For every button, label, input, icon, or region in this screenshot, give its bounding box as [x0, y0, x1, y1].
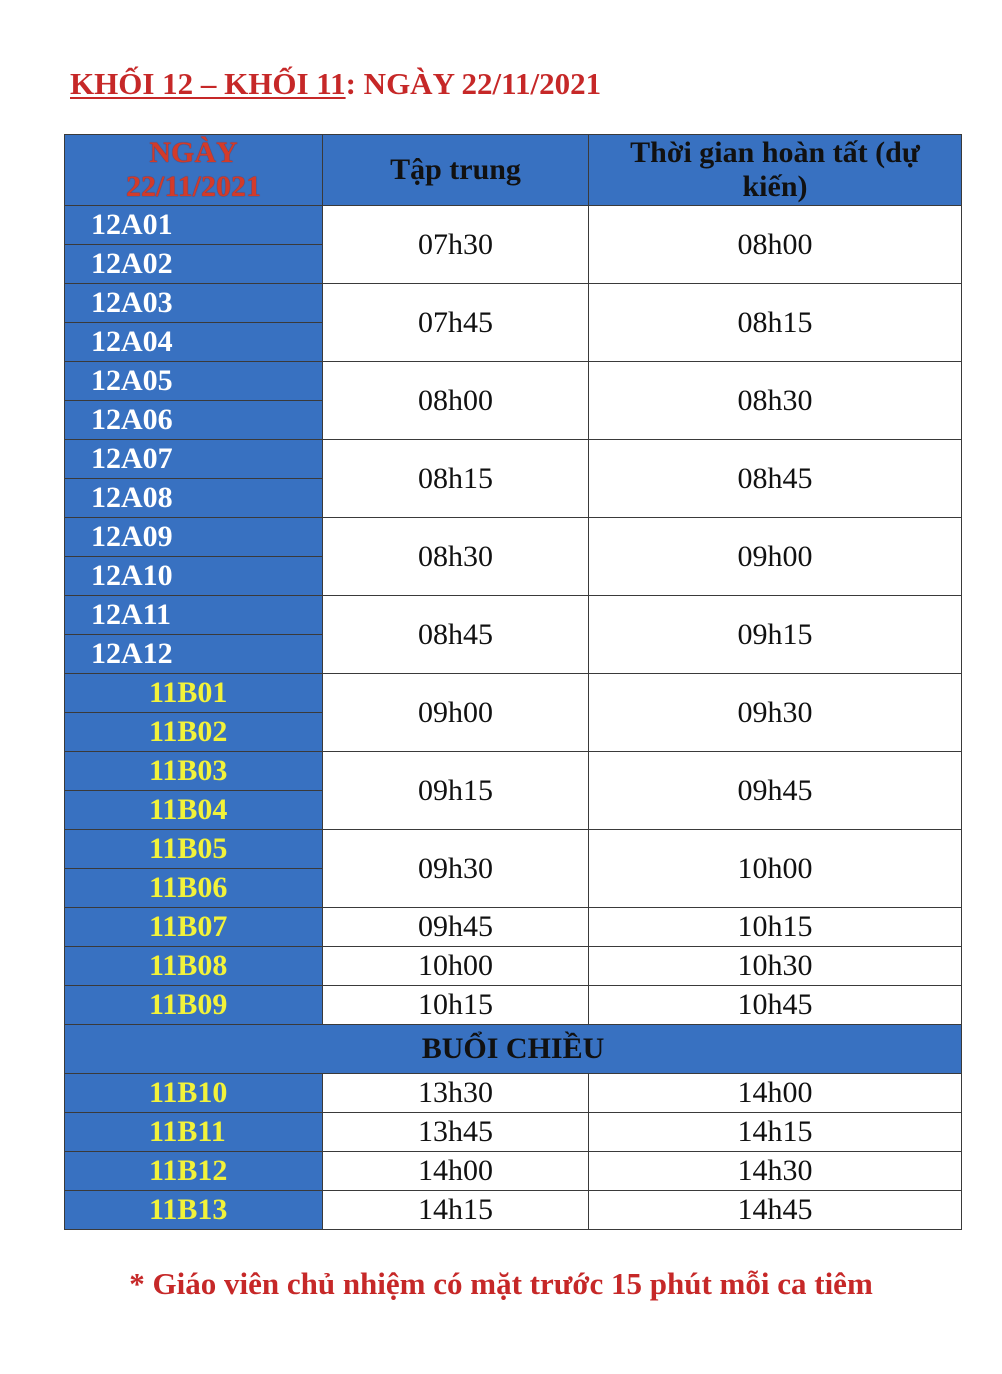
gather-time-cell: 10h00 — [323, 947, 589, 986]
table-row — [65, 1074, 962, 1113]
finish-time-cell: 10h00 — [589, 830, 962, 908]
class-cell: 12A11 — [65, 596, 323, 635]
class-cell: 11B13 — [65, 1191, 323, 1230]
title-grades: KHỐI 12 – KHỐI 11 — [70, 66, 346, 101]
table-row — [65, 908, 962, 947]
finish-time-cell: 08h15 — [589, 284, 962, 362]
table-row — [65, 284, 962, 323]
class-cell: 12A01 — [65, 206, 323, 245]
gather-time-cell: 13h30 — [323, 1074, 589, 1113]
table-row — [65, 674, 962, 713]
table-row — [65, 830, 962, 869]
finish-time-cell: 14h15 — [589, 1113, 962, 1152]
afternoon-section-label: BUỔI CHIỀU — [65, 1025, 962, 1074]
class-cell: 11B01 — [65, 674, 323, 713]
gather-time-cell: 08h15 — [323, 440, 589, 518]
header-finish: Thời gian hoàn tất (dự kiến) — [589, 135, 962, 206]
header-date-cell — [65, 135, 323, 206]
finish-time-cell: 10h30 — [589, 947, 962, 986]
class-cell: 11B04 — [65, 791, 323, 830]
table-row — [65, 440, 962, 479]
class-cell: 12A12 — [65, 635, 323, 674]
table-row — [65, 206, 962, 245]
title-date: : NGÀY 22/11/2021 — [345, 66, 602, 101]
class-cell: 11B02 — [65, 713, 323, 752]
class-cell: 12A04 — [65, 323, 323, 362]
table-row — [65, 1191, 962, 1230]
header-gather: Tập trung — [323, 135, 589, 206]
table-row — [65, 1152, 962, 1191]
class-cell: 12A03 — [65, 284, 323, 323]
finish-time-cell: 10h45 — [589, 986, 962, 1025]
class-cell: 12A02 — [65, 245, 323, 284]
class-cell: 11B10 — [65, 1074, 323, 1113]
gather-time-cell: 09h00 — [323, 674, 589, 752]
class-cell: 12A06 — [65, 401, 323, 440]
finish-time-cell: 10h15 — [589, 908, 962, 947]
gather-time-cell: 09h45 — [323, 908, 589, 947]
gather-time-cell: 14h00 — [323, 1152, 589, 1191]
gather-time-cell: 08h00 — [323, 362, 589, 440]
schedule-table — [64, 134, 962, 1230]
class-cell: 11B06 — [65, 869, 323, 908]
finish-time-cell: 08h45 — [589, 440, 962, 518]
class-cell: 12A08 — [65, 479, 323, 518]
table-row — [65, 1113, 962, 1152]
class-cell: 11B08 — [65, 947, 323, 986]
teacher-note: * Giáo viên chủ nhiệm có mặt trước 15 phút mỗi ca tiêm — [129, 1266, 873, 1301]
class-cell: 12A10 — [65, 557, 323, 596]
class-cell: 12A09 — [65, 518, 323, 557]
finish-time-cell: 14h45 — [589, 1191, 962, 1230]
class-cell: 11B09 — [65, 986, 323, 1025]
finish-time-cell: 09h15 — [589, 596, 962, 674]
header-date-label: NGÀY — [149, 136, 238, 169]
finish-time-cell: 14h30 — [589, 1152, 962, 1191]
header-date-value: 22/11/2021 — [125, 170, 261, 203]
class-cell: 12A05 — [65, 362, 323, 401]
table-row — [65, 518, 962, 557]
table-row — [65, 947, 962, 986]
gather-time-cell: 08h30 — [323, 518, 589, 596]
table-row — [65, 362, 962, 401]
finish-time-cell: 09h00 — [589, 518, 962, 596]
gather-time-cell: 07h30 — [323, 206, 589, 284]
finish-time-cell: 14h00 — [589, 1074, 962, 1113]
table-row — [65, 752, 962, 791]
gather-time-cell: 08h45 — [323, 596, 589, 674]
gather-time-cell: 10h15 — [323, 986, 589, 1025]
page-title — [70, 66, 601, 102]
class-cell: 11B11 — [65, 1113, 323, 1152]
class-cell: 11B12 — [65, 1152, 323, 1191]
afternoon-section-row — [65, 1025, 962, 1074]
gather-time-cell: 09h30 — [323, 830, 589, 908]
gather-time-cell: 13h45 — [323, 1113, 589, 1152]
finish-time-cell: 08h30 — [589, 362, 962, 440]
class-cell: 11B03 — [65, 752, 323, 791]
gather-time-cell: 09h15 — [323, 752, 589, 830]
finish-time-cell: 08h00 — [589, 206, 962, 284]
finish-time-cell: 09h30 — [589, 674, 962, 752]
table-row — [65, 596, 962, 635]
finish-time-cell: 09h45 — [589, 752, 962, 830]
class-cell: 12A07 — [65, 440, 323, 479]
gather-time-cell: 07h45 — [323, 284, 589, 362]
class-cell: 11B07 — [65, 908, 323, 947]
table-row — [65, 986, 962, 1025]
header-row — [65, 135, 962, 206]
gather-time-cell: 14h15 — [323, 1191, 589, 1230]
class-cell: 11B05 — [65, 830, 323, 869]
